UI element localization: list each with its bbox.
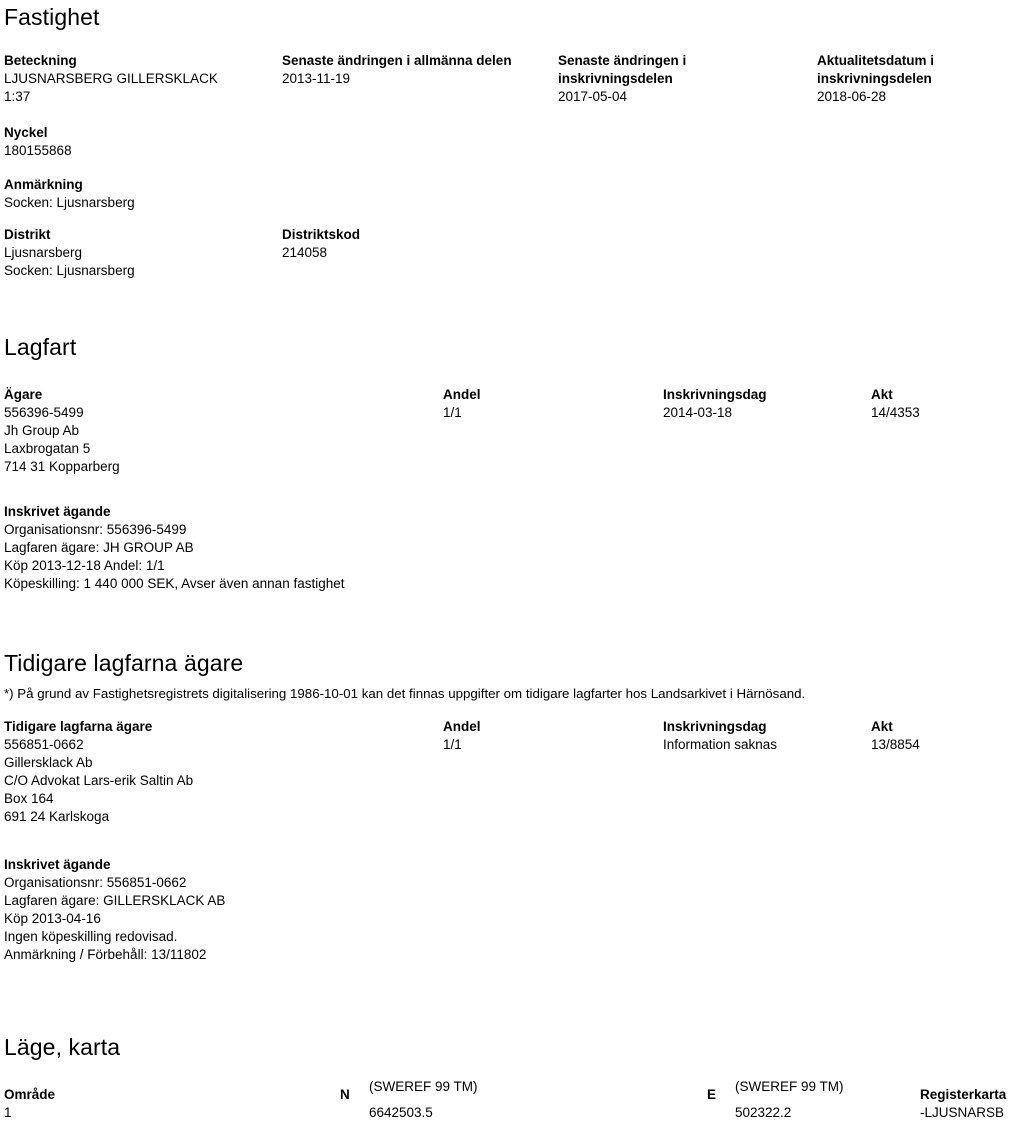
e-value: 502322.2: [735, 1105, 792, 1120]
lagfart-andel-block: [443, 386, 481, 422]
section-title-tidigare: Tidigare lagfarna ägare: [4, 650, 244, 676]
tidigare-akt-block: [871, 718, 920, 754]
registerkarta-value: -LJUSNARSB: [920, 1105, 1005, 1120]
tidigare-owner-block: [4, 718, 193, 826]
lagfart-owner-line: 556396-5499: [4, 405, 84, 420]
tidigare-inskrivet-line: Organisationsnr: 556851-0662: [4, 875, 187, 890]
senaste-inskrivning-label-1: Senaste ändringen i: [558, 53, 687, 68]
distriktskod-block: [282, 226, 360, 262]
tidigare-owner-line: Box 164: [4, 791, 54, 806]
section-title-lage: Läge, karta: [4, 1034, 121, 1060]
senaste-inskrivning-value: 2017-05-04: [558, 89, 628, 104]
beteckning-label: Beteckning: [4, 53, 77, 68]
tidigare-inskrivet-line: Ingen köpeskilling redovisad.: [4, 929, 178, 944]
anmarkning-label: Anmärkning: [4, 177, 83, 192]
lagfart-inskrivet-block: [4, 503, 345, 593]
registerkarta-block: [920, 1086, 1006, 1122]
tidigare-inskrivet-label: Inskrivet ägande: [4, 857, 111, 872]
lagfart-owner-block: [4, 386, 120, 476]
tidigare-inskrivningsdag-block: [663, 718, 777, 754]
lagfart-inskrivet-line: Organisationsnr: 556396-5499: [4, 522, 187, 537]
tidigare-owner-line: 691 24 Karlskoga: [4, 809, 110, 824]
tidigare-akt-header: Akt: [871, 719, 893, 734]
distrikt-label: Distrikt: [4, 227, 51, 242]
tidigare-andel-value: 1/1: [443, 737, 462, 752]
section-title-lagfart: Lagfart: [4, 334, 77, 360]
distrikt-line-1: Ljusnarsberg: [4, 245, 83, 260]
senaste-allmanna-label: Senaste ändringen i allmänna delen: [282, 53, 512, 68]
lagfart-akt-block: [871, 386, 920, 422]
lagfart-owner-line: Jh Group Ab: [4, 423, 80, 438]
beteckning-line-1: LJUSNARSBERG GILLERSKLACK: [4, 71, 218, 86]
section-title-fastighet: Fastighet: [4, 4, 100, 30]
anmarkning-block: [4, 176, 135, 212]
lagfart-andel-header: Andel: [443, 387, 481, 402]
tidigare-note: *) På grund av Fastighetsregistrets digitalisering 1986-10-01 kan det finnas uppgifter om tidigare lagfarter hos Landsarkivet i Härnösand.: [4, 686, 806, 701]
distriktskod-label: Distriktskod: [282, 227, 361, 242]
tidigare-andel-header: Andel: [443, 719, 481, 734]
lagfart-owner-line: Laxbrogatan 5: [4, 441, 91, 456]
omrade-block: [4, 1086, 55, 1122]
tidigare-inskrivet-line: Lagfaren ägare: GILLERSKLACK AB: [4, 893, 226, 908]
lagfart-owner-line: 714 31 Kopparberg: [4, 459, 120, 474]
e-coordinate-block: [735, 1078, 844, 1122]
anmarkning-value: Socken: Ljusnarsberg: [4, 195, 135, 210]
omrade-value: 1: [4, 1105, 12, 1120]
registerkarta-label: Registerkarta: [920, 1087, 1007, 1102]
tidigare-inskrivningsdag-header: Inskrivningsdag: [663, 719, 767, 734]
lagfart-akt-header: Akt: [871, 387, 893, 402]
lagfart-akt-value: 14/4353: [871, 405, 920, 420]
n-label: N: [340, 1087, 350, 1102]
n-coordinate-block: [369, 1078, 478, 1122]
n-value: 6642503.5: [369, 1105, 433, 1120]
lagfart-inskrivningsdag-header: Inskrivningsdag: [663, 387, 767, 402]
nyckel-block: [4, 124, 72, 160]
omrade-label: Område: [4, 1087, 56, 1102]
tidigare-owner-line: Gillersklack Ab: [4, 755, 93, 770]
e-label: E: [707, 1087, 717, 1102]
distriktskod-value: 214058: [282, 245, 328, 260]
aktualitet-value: 2018-06-28: [817, 89, 887, 104]
tidigare-inskrivet-line: Anmärkning / Förbehåll: 13/11802: [4, 947, 207, 962]
lagfart-andel-value: 1/1: [443, 405, 462, 420]
n-system: (SWEREF 99 TM): [369, 1079, 478, 1094]
tidigare-owner-line: 556851-0662: [4, 737, 84, 752]
lagfart-inskrivet-label: Inskrivet ägande: [4, 504, 111, 519]
tidigare-inskrivningsdag-value: Information saknas: [663, 737, 778, 752]
tidigare-inskrivet-block: [4, 856, 225, 964]
aktualitet-block: [817, 52, 934, 106]
lagfart-inskrivet-line: Köp 2013-12-18 Andel: 1/1: [4, 558, 165, 573]
nyckel-label: Nyckel: [4, 125, 48, 140]
tidigare-owner-line: C/O Advokat Lars-erik Saltin Ab: [4, 773, 194, 788]
tidigare-andel-block: [443, 718, 481, 754]
lagfart-agare-header: Ägare: [4, 387, 43, 402]
aktualitet-label-2: inskrivningsdelen: [817, 71, 932, 86]
senaste-allmanna-block: [282, 52, 512, 88]
senaste-allmanna-value: 2013-11-19: [282, 71, 351, 86]
aktualitet-label-1: Aktualitetsdatum i: [817, 53, 935, 68]
e-system: (SWEREF 99 TM): [735, 1079, 844, 1094]
lagfart-inskrivet-line: Köpeskilling: 1 440 000 SEK, Avser även annan fastighet: [4, 576, 345, 591]
nyckel-value: 180155868: [4, 143, 72, 158]
lagfart-inskrivningsdag-block: [663, 386, 767, 422]
beteckning-block: [4, 52, 218, 106]
senaste-inskrivning-block: [558, 52, 686, 106]
lagfart-inskrivningsdag-value: 2014-03-18: [663, 405, 733, 420]
distrikt-block: [4, 226, 135, 280]
tidigare-akt-value: 13/8854: [871, 737, 920, 752]
distrikt-line-2: Socken: Ljusnarsberg: [4, 263, 135, 278]
senaste-inskrivning-label-2: inskrivningsdelen: [558, 71, 673, 86]
tidigare-inskrivet-line: Köp 2013-04-16: [4, 911, 101, 926]
tidigare-agare-header: Tidigare lagfarna ägare: [4, 719, 153, 734]
lagfart-inskrivet-line: Lagfaren ägare: JH GROUP AB: [4, 540, 194, 555]
beteckning-line-2: 1:37: [4, 89, 31, 104]
